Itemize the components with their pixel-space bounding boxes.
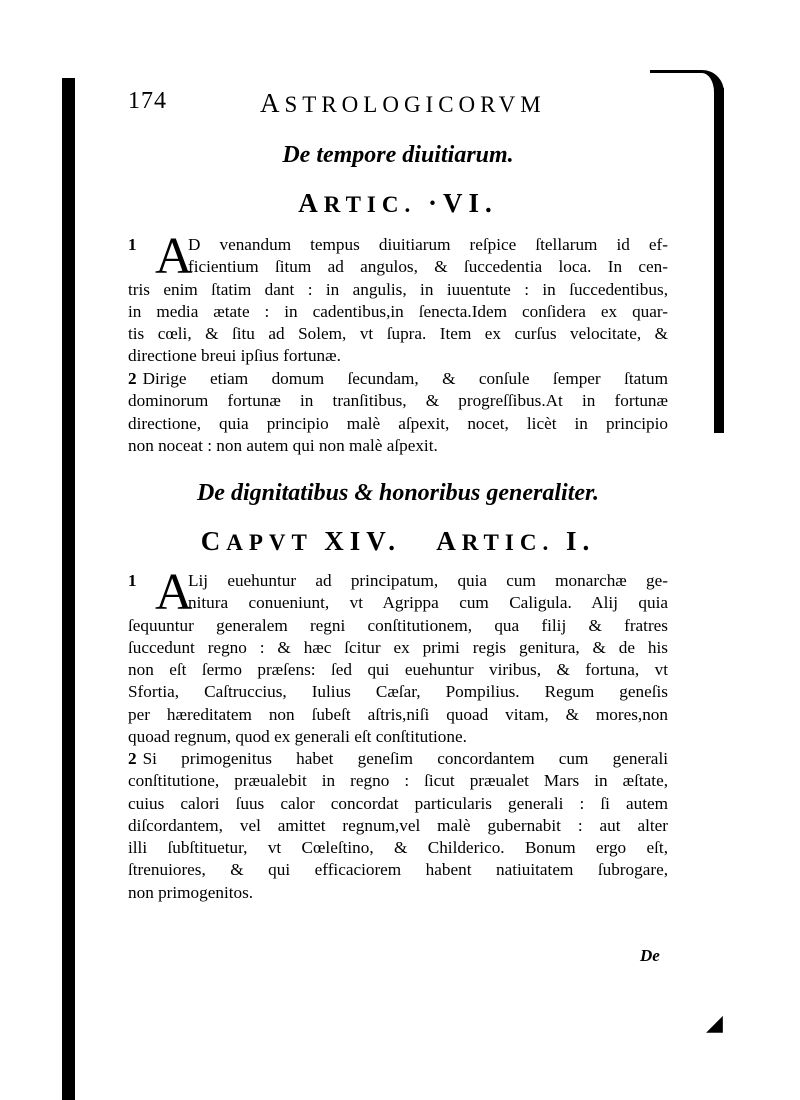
text-line: 2 Si primogenitus habet geneſim concordantem cum generali xyxy=(128,749,668,768)
text-line: Sfortia, Caſtruccius, Iulius Cæſar, Pompilius. Regum geneſis xyxy=(128,682,668,702)
paragraph-1 xyxy=(128,228,668,368)
chapter-heading: CAPVT XIV. ARTIC. I. xyxy=(200,526,596,556)
text-line: tris enim ſtatim dant : in angulis, in iuuentute : in ſuccedentibus, xyxy=(128,279,668,299)
running-title: ASTROLOGICORVM xyxy=(260,88,546,118)
paragraph-number: 1 xyxy=(128,235,137,254)
section-title: De tempore diuitiarum. xyxy=(282,142,514,168)
text-line: directione breui ipſius fortunæ. xyxy=(128,346,341,366)
paragraph-4 xyxy=(128,748,668,904)
paragraph-number: 1 xyxy=(128,571,137,590)
drop-cap: A xyxy=(155,564,193,621)
text-line: 2 Dirige etiam domum ſecundam, & conſule ſemper ſtatum xyxy=(128,369,668,388)
binding-shadow xyxy=(62,78,75,1100)
catchword: De xyxy=(640,946,660,965)
paragraph-number: 2 xyxy=(128,369,137,388)
text-line: dominorum fortunæ in tranſitibus, & progreſſibus.At in fortunæ xyxy=(128,391,668,411)
paragraph-2 xyxy=(128,368,668,457)
text-line: nitura conueniunt, vt Agrippa cum Caligula. Alij quia xyxy=(188,593,668,613)
text-line: in media ætate : in cadentibus,in ſenecta.Idem conſidera ex quar- xyxy=(128,301,668,321)
page-number: 174 xyxy=(128,88,167,114)
text-line: cuius calori ſuus calor concordat particularis generali : ſi autem xyxy=(128,793,668,813)
text-line: tis cœli, & ſitu ad Solem, vt ſupra. Item ex curſus velocitate, & xyxy=(128,324,668,344)
page-edge-shadow xyxy=(714,88,724,433)
text-line: ſuccedunt regno : & hæc ſcitur ex primi regis genitura, & de his xyxy=(128,637,668,657)
text-line: non primogenitos. xyxy=(128,882,254,902)
text-line: conſtitutione, præualebit in regno : ſicut præualet Mars in æſtate, xyxy=(128,771,668,791)
text-line: illi ſubſtituetur, vt Cœleſtino, & Childerico. Bonum ergo eſt, xyxy=(128,838,668,858)
text-line: ſtrenuiores, & qui efficaciorem habent natiuitatem ſubrogare, xyxy=(128,860,668,880)
paragraph-number: 2 xyxy=(128,749,137,768)
text-line: non eſt ſermo præſens: ſed qui euehuntur viribus, & fortuna, vt xyxy=(128,660,668,680)
page-curl-edge xyxy=(650,70,724,92)
text-line: 1 A D venandum tempus diuitiarum reſpice ſtellarum id ef- xyxy=(128,228,668,285)
drop-cap: A xyxy=(155,228,193,285)
article-heading: ARTIC. ·VI. xyxy=(298,188,498,218)
text-line: ſequuntur generalem regni conſtitutionem, qua filij & fratres xyxy=(128,615,668,635)
page-corner-mark: ◢ xyxy=(706,1010,723,1035)
text-line: quoad regnum, quod ex generali eſt conſtitutione. xyxy=(128,727,467,747)
page-header xyxy=(128,88,588,124)
section-title: De dignitatibus & honoribus generaliter. xyxy=(196,480,600,506)
text-line: non noceat : non autem qui non malè aſpexit. xyxy=(128,435,438,455)
text-line: diſcordantem, vel amittet regnum,vel malè gubernabit : aut alter xyxy=(128,815,668,835)
text-line: per hæreditatem non ſubeſt aſtris,niſi quoad vitam, & mores,non xyxy=(128,704,668,724)
text-line: ficientium ſitum ad angulos, & ſuccedentia loca. In cen- xyxy=(188,257,668,277)
paragraph-3 xyxy=(128,564,668,748)
text-line: 1 A Lij euehuntur ad principatum, quia cum monarchæ ge- xyxy=(128,564,668,621)
text-line: directione, quia principio malè aſpexit, nocet, licèt in principio xyxy=(128,413,668,433)
